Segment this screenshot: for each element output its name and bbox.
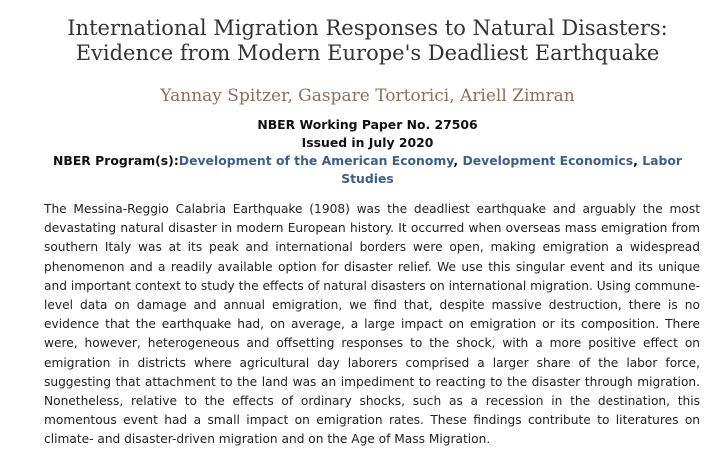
paper-authors: Yannay Spitzer, Gaspare Tortorici, Ariell Zimran [160, 86, 575, 106]
program-separator: , [633, 153, 643, 168]
working-paper-number: NBER Working Paper No. 27506 [257, 117, 478, 132]
abstract-text: The Messina-Reggio Calabria Earthquake (1908) was the deadliest earthquake and arguably the most devastating natural disaster in modern European history. It occurred when overseas mass emigration from southern Italy was at its peak and international borders were open, making emigration a widespread phenomenon and a readily available option for disaster relief. We use this singular event and its unique and important context to study the effects of natural disasters on international migration. Using commune-level data on damage and annual emigration, we find that, despite massive destruction, there is no evidence that the earthquake had, on average, a large impact on emigration or its composition. There were, however, heterogeneous and offsetting responses to the shock, with a more positive effect on emigration in districts where agricultural day laborers comprised a larger share of the labor force, suggesting that attachment to the land was an impediment to reacting to the disaster through migration. Nonetheless, relative to the effects of ordinary shocks, such as a recession in the destination, this momentous event had a small impact on emigration rates. These findings contribute to literatures on climate- and disaster-driven migration and on the Age of Mass Migration. [44, 202, 700, 447]
program-label: NBER Program(s): [53, 153, 179, 168]
program-link-labor-studies[interactable]: Labor Studies [341, 153, 682, 186]
issued-date: Issued in July 2020 [301, 135, 434, 150]
program-link-development-american-economy[interactable]: Development of the American Economy [178, 153, 454, 168]
program-line [38, 152, 697, 188]
program-separator: , [453, 153, 463, 168]
program-link-development-economics[interactable]: Development Economics [462, 153, 634, 168]
paper-title: International Migration Responses to Natural Disasters: Evidence from Modern Europe's Deadliest Earthquake [67, 16, 668, 65]
